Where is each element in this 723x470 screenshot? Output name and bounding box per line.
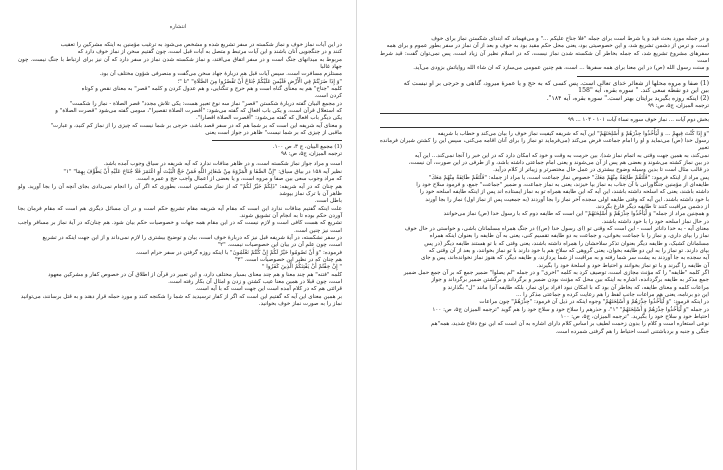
paragraph: در جمله "وَ لْيَأْخُذُوا حِذْرَهُمْ وَ أَسْلِحَتَهُمْ" "۱"، و حذرهم را سلاح خود و سلاح خود را هم گوید "ترجمه المیزان ج۵، ص: ۱۰۰ [432,306,709,313]
paragraph: آیه سجده به جا آوردند به پشت سر شما رفته و به مراقبت از شما پردازند، و طایفه دیگر، که هنوز نماز نخوانده‌اند، پس و جای [421,255,709,262]
paragraph: نماز را بپای داری، و نماز را با جماعت بخوانی، و جماعت به دو طایفه تقسیم کنی، یعنی به آن طایفه را بعنوان اینکه همراه [429,233,709,240]
paragraph: کردن است. [314,93,342,100]
left-page-content [18,42,342,456]
paragraph: كلمه "جناح" هم به معنای گناه است و هم حرج و تنگنایی، و هم عدول کردن و کلمه "قصر" به معنای نقص و کوتاه [81,86,342,93]
paragraph: قرائتی هم که در کلام آمده است این جهت است که با آیه است. [195,286,342,293]
footnote: (2) اینکه روزه بگیرید برایتان بهتر است." سوره بقره، آیه ۱۸۴". [546,94,709,102]
paragraph: نوعی استعاره است و کلام را بدون زحمت لطیف بر اساس کلام دارای اشاره به آن است که این نوع دفاع شدید، همه"‌هم [430,321,709,328]
paragraph: معنای آیه - به خدا داناتر است - این است که وقتی تو (ای رسول خدا (ص)) در جنگ همراه مسلمانان باشی، و خواستی در حال خوف [404,225,709,232]
paragraph: اگر کلمه "طایفه" را که مؤنث مجازی است، توصیف کرد به کلمه "اخری" و در جمله "لم یصلوا" ضمیر جمع که بر آن جمع حمل ضمیر [403,270,709,277]
paragraph: بپای دارند. تو نماز را به این دو طایفه بخوان، یعنی گروهی که سلاح هم با خود دارند با تو نماز بخوانند، و بعد از آن وقتی که [428,248,709,254]
paragraph: در این آیات نماز خوف و نماز شکسته در سفر تشریع شده و مشخص می‌شود به ترغیب مؤمنین به اینکه مشرکین را تعقیب [60,42,342,48]
paragraph: پس مراد از اینکه فرمود: "فَلْتَقُمْ طَائِفَةٌ مِنْهُمْ مَعَكَ" خصوص نماز جماعت است، یا مراد از جمله: "فَلْتَقُمْ طَائِفَةٌ مِنْهُمْ مَعَكَ" [428,174,709,181]
paragraph: و در جمله مورد بحث قید و یا شرط است برای جمله "فلا جناح علیکم ..." و می‌فهماند که ابتدای شکستن نماز برای خوف [431,36,709,42]
paragraph: جمع مذکر به طایفه برگردانده، اشاره به اینکه بین محل که مؤنث بودن ضمیر و برگرداند و برگشتن ضمیر برگرداند و جواز [431,277,709,284]
paragraph: که مراد وجوب سعی بین صفا و مروه است، و یا بعضی از اعمال واجب حج و عمره است. [136,176,342,183]
paragraph: رسول خدا (ص) می‌نماید و او را امام جماعت فرض می‌کند (می‌فرماید تو نماز را برای آنان اقامه می‌کنی، سپس این را کشتن شیران فرمانده تعبیر [380,137,709,152]
footnote: (1) صفا و مروه محلها از شعائر خدای تعالی است. پس کسی که به حج و یا عمرهٔ میرود، گناهی و حرجی بر او نیست که [403,79,709,87]
paragraph: و معنای آیه شریفه این است که بر شما هم که در سفر قصد باشد، حرجی بر شما نیست که چیزی را از نماز کم کنید، و عبارت" [50,122,342,129]
paragraph: در حال نماز اسلحه خود را با خود داشته باشند. [601,218,709,225]
page-reference: ترجمه المیزان، ج۵، ص: ۹۸ [281,151,342,158]
right-page-content [380,36,709,456]
section-divider [380,113,709,114]
paragraph: جنگی و جنبه و بردباشتنی است احتیاط را هم گرفتی شمرده است. [555,328,709,335]
paragraph: است و مراد جواز نماز شکسته است، و در ظاهر منافات ندارد که آیه شریفه در سیاق وجوب آمده باشد. [103,161,342,168]
quran-verse: " إِنْ خِفْتُمْ أَنْ يَفْتِنَكُمُ الَّذِينَ كَفَرُوا " [261,264,342,271]
right-page [362,0,723,470]
paragraph: این دو برنامه، یعنی هم مراعات جانب لفظ را هم رعایت کرده و جماعتی مذکر را ... [516,292,709,299]
footnote: (1) مجمع البیان، ج ۳، ص ۱۰۰. [272,144,342,151]
paragraph: نمی‌کند، به همین جهت وقتی به اتمام نماز شد). بین حرمت به وقت و خود که امکان دارد که در این خبر را آنجا نمی‌کند... این آیه [414,152,709,159]
paragraph: مستلزم مسافرت است. سپس آیات قبل هم دربارهٔ جهاد سخن می‌گفت و منصرفی شؤون مختلف آن بود. [99,71,342,78]
paragraph: مربوط به میدانهای جنگ است و در سفر اتفاق می‌افتد، و نماز شکسته شدن نماز در سفر دارد که آن نیز برای ارتباط با جنگ نیست. چون جهاد غالبا [18,56,342,71]
paragraph: هم چنان که در آیه شریفه: "ذَلِكُمْ خَيْرٌ لَكُمْ" که از نماز شکستن است، بطوری که اگر آن را انجام نمی‌دادی بجای آنچه آن را بجا آورید. ولو ظاهر آن با ترک نماز بپوشد [18,183,342,197]
page-reference: احتیاط خود و سلاح خود را بگیرید. "ترجمه المیزان، ج۵، ص: ۱۰۰ [560,314,709,321]
paragraph: یکی دیگر باب افعال که گفته می‌شود: "أقصرت الصلاة اقصارا". [196,115,342,122]
paragraph: با خود داشته باشند. این آیه که وقتی طایفه اولی سجده آخر نماز را بجا آوردند (به جمعیت پس از نماز اول) نماز را بجا آورند [425,196,709,203]
quran-verse: "وَ إِذَا كُنْتَ فِيهِمْ ... وَ لْيَأْخُذُوا حِذْرَهُمْ وَ أَسْلِحَتَهُمْ" این آیه که شریفه کیفیت نماز خوف را بیان می‌کند و خطاب با شریفه [437,130,709,137]
running-head: انتشاره [169,24,187,30]
paragraph: آن طایفه را گیرند و با تو نماز بخوانند و احتیاط خود و اسلحهٔ خود را بگیرند. [536,262,709,269]
paragraph: کلمه "فتنه" هم چند معنا و هم چند معنای بسیار مختلف دارد، و این تعبیر در قرآن از اطلاق آن در خصوص کفار و مشرکین معهود [48,271,342,278]
paragraph: در بین نماز کشته می‌شوند و بعضی هم پس از آن می‌شوند و یعنی امام جماعتی داشته باشد، و از طرفی در این صورت، آن نیست، [408,159,709,166]
left-page [0,0,357,470]
paragraph: از دشمن مراقبت کنند تا طایفه دیگر فارغ بگردند. [595,203,709,210]
paragraph: و سنت رسول الله (ص) در این معنا برای همه سفرها ... است، هم چنین عمومی می‌سازد که ان شاء الله روایاتش بزودی می‌آید. [413,65,709,72]
footnote: بین این دو نقطه سعی کند. " سوره بقره، آیه "158 [578,87,709,95]
paragraph: است، و ترس از دشمن تشریع شد، و این خصوصیتی بود، یعنی محل حکم مقید بود به خوف و بعد از آن نماز در سفر بطور عموم و برای همه [386,43,709,50]
paragraph: مسلمانان کشیک، و طایفه دیگر بعنوان تذکر سلاحشان را همراه داشته باشند، یعنی وقتی که با تو هستند طایفه دیگر (در پس [424,240,709,247]
paragraph: که استعلال قرآن است، و یکی باب افعال که گفته می‌شود: "أقصرت الصلاة تقصیرا"، سومی گفته می‌شود "قصرت الصلاة" و [55,108,342,115]
section-divider [380,127,709,128]
paragraph: در مجمع البیان گفته دربارهٔ شکستن "قصر" نماز سه نوع تعبیر هست: یکی تلاش مجدد" قصر الصلاة - نماز را شکست" [69,100,342,107]
paragraph: طایفه‌ای از مؤمنین جنگاورانی با آن جناب به نماز بپا خیزند، یعنی به نماز جماعت، و ضمیر "جماعت" جمع، و فرمود سلاح خود را [416,181,709,188]
paragraph: ماقبی از چیزی که بر شما نیست" ظاهر در جواز است یعنی [205,130,342,137]
page-reference: ترجمه المیزان، ج۵، ص: ۹۹ [648,102,709,109]
footnote-divider [577,76,709,77]
paragraph: داشته باشند، یعنی که اسلحه داشته باشند، این آیه که این طایفه همراه تو به نماز ایستاده اند پس از اینکه طایفه اسلحه خود را [419,189,709,196]
paragraph: است، چون علم آن در بیان این خصوصیات نیست. "۲" [217,242,342,249]
paragraph: سفرهای مشروع تشریع شد، که جمله بخاطر آن شکسته شدن نماز نیست، که در اسلام نظیر آن زیاد است، پس نمی‌توان گفت: قید شرط است [380,50,709,65]
quran-verse: نظیر آیه ۱۵۸ در بیاق سیاق: "إِنَّ الصَّفَا وَ الْمَرْوَةَ مِنْ شَعَائِرِ اللَّهِ فَمَنْ حَجَّ الْبَيْتَ أَوِ اعْتَمَرَ فَلَا جُنَاحَ عَلَيْهِ أَنْ يَطَّوَّفَ بِهِمَا" "۱" [63,168,342,175]
quran-verse: "وَ إِذَا ضَرَبْتُمْ فِي الْأَرْضِ فَلَيْسَ عَلَيْكُمْ جُنَاحٌ أَنْ تَقْصُرُوا مِنَ الصَّلَاةِ" "تا "؛ [177,78,342,85]
paragraph: تشریع که هست کافی است و لازم نیست که در این مقام همه جهات و خصوصیات حکم بیان شود. هم چنان‌که در آیهٔ نماز بر مسافر واجب است نیز چنین است. [18,220,342,234]
paragraph: باطل است. [314,198,342,205]
paragraph: بر همین معنای این آیه که گفتیم این است که اگر از کفار ترسیدید که شما را شکنجه کنند و مورد حمله قرار دهند و به قتل برسانند، می‌توانید [20,293,342,300]
quran-verse: در اینکه فرمود: "وَ لْيَأْخُذُوا حِذْرَهُمْ وَ أَسْلِحَتَهُمْ" وجوه اینکه در ذیل آن فرمود: "حِذْرَهُمْ" چون مراعات [479,299,709,306]
section-title: بخش دوم آیات ... نماز خوف سوره نساء آیات ۱۰۱ - ۱۰۴ ... ۹۹ [568,116,709,123]
paragraph: هم چنان که در نظیر این خصوصیات است. "۳" [234,256,342,263]
paragraph: علت اینکه گفتیم منافات ندارد این است که مقام آیه شریفه مقام تشریع حکم است و در آن مسائل دیگری هم است که مقام فرمان بجا آوردن حکم بوده تا به انجام آن تشویق شوند. [18,205,342,219]
quran-verse: فرموده: "وَ أَنْ تَصُومُوا خَيْرٌ لَكُمْ إِنْ كُنْتُمْ تَعْلَمُونَ" با اینکه روزه گرفتن در سفر حرام است. [135,249,342,256]
paragraph: در قالب مثال است تا بدین وسیله وضوح بیشتری در عمل حال مختصرتر و زیباتر از کلام درآید. [493,167,709,174]
paragraph: مراعات کلمه و معنای طایفه، که بخاطر آن بود که با امکان نبود افراد برای نماز، بلکه طایفه آنرا مانند "ل" بگذارند و [443,284,709,291]
paragraph: در سفر نشکسته، در آیهٔ شریفه قبل نیز که دربارهٔ خوف است، بیان و توضیح بیشتری را لازم نمی‌داند و از این جهت اینکه در تشریع [42,234,342,241]
paragraph: نماز را به صورت نماز خوف بخوانید. [258,301,342,307]
footnote-divider [212,140,342,141]
paragraph: کنند و در جنگجویی آنان باشند و این آیات مرتبط و متصل به آیات قبل است، چون گفتیم سخن از نماز خوف دارد که [77,49,342,56]
paragraph: است، چون قبلا در همین معنا عیب کشتن و زدن و امثال آن بکار رفته است. [168,278,342,285]
paragraph: و همچنین مراد از جمله" وَ لْيَأْخُذُوا حِذْرَهُمْ وَ أَسْلِحَتَهُمْ" این است که طایفه دوم که با رسول خدا (ص) نماز می‌خوانند [443,211,709,218]
